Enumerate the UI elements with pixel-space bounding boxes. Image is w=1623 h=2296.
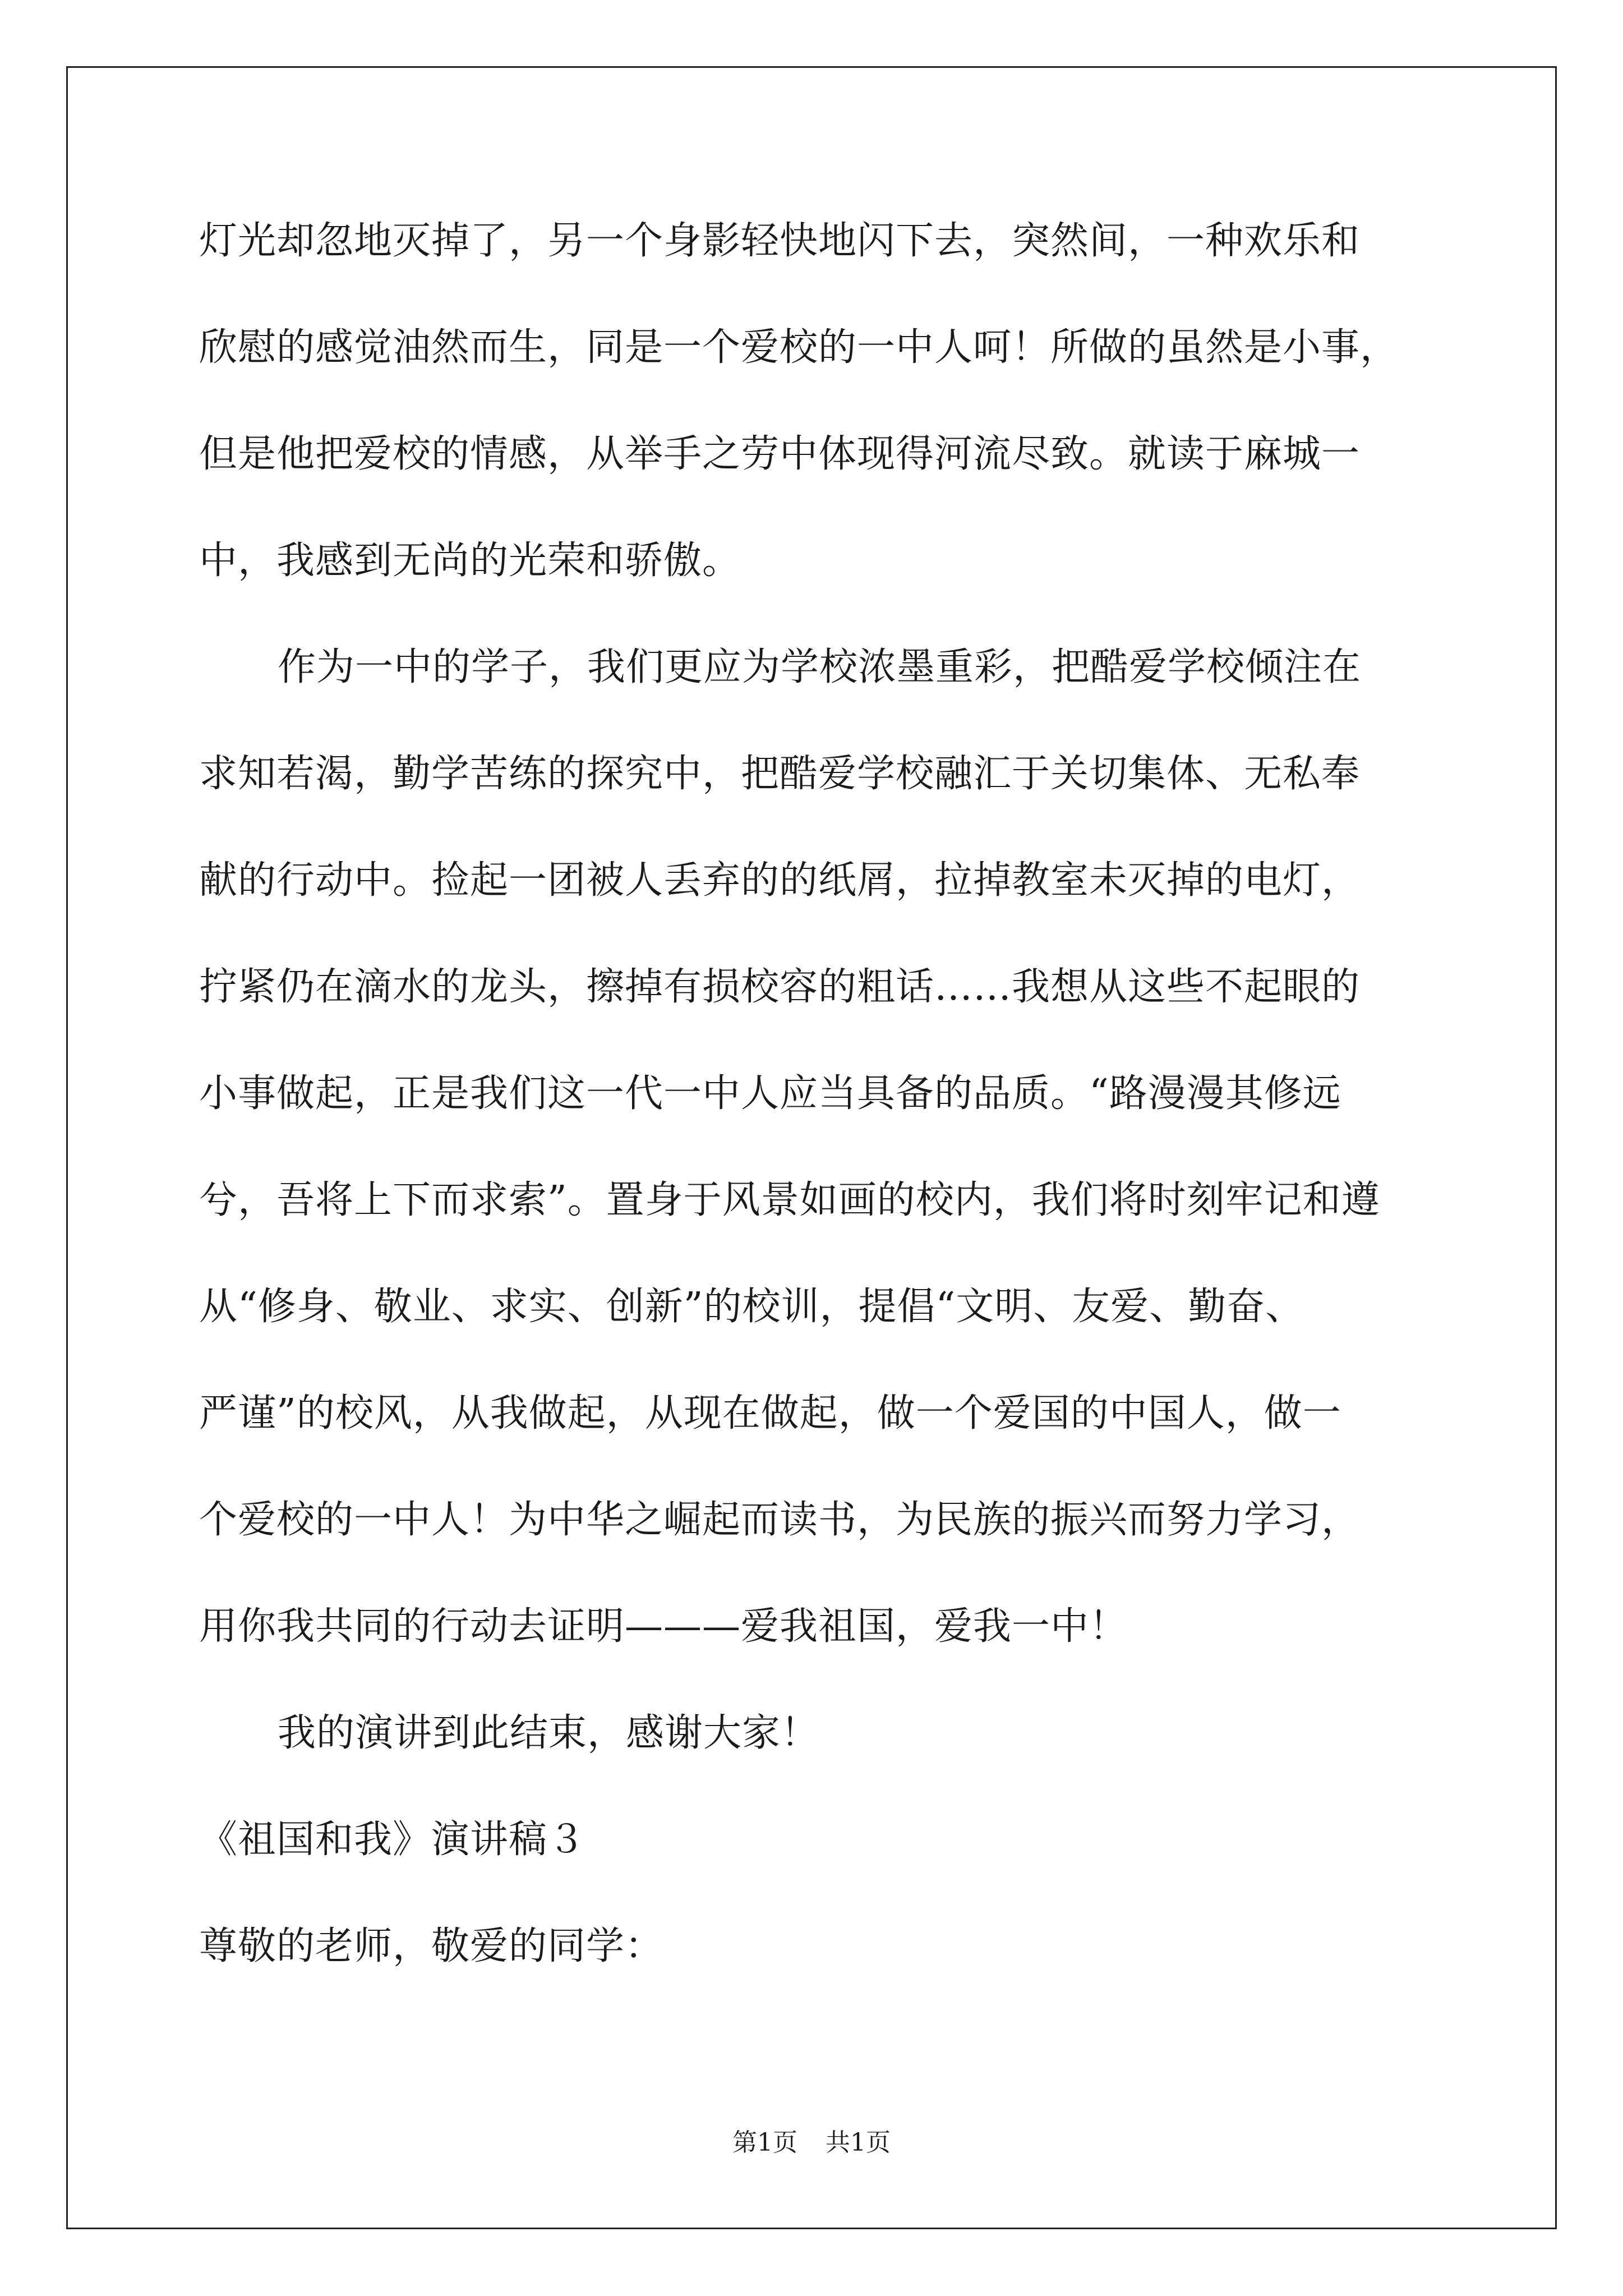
paragraph-line: 从“修身、敬业、求实、创新”的校训，提倡“文明、友爱、勤奋、	[199, 1285, 1304, 1329]
paragraph-line: 求知若渴，勤学苦练的探究中，把酷爱学校融汇于关切集体、无私奉	[199, 752, 1361, 796]
document-body	[199, 213, 1438, 2025]
paragraph-line: 小事做起，正是我们这一代一中人应当具备的品质。“路漫漫其修远	[199, 1071, 1341, 1116]
paragraph-line: 兮，吾将上下而求索”。置身于风景如画的校内，我们将时刻牢记和遵	[199, 1178, 1380, 1222]
paragraph-line: 中，我感到无尚的光荣和骄傲。	[199, 539, 741, 583]
page-footer	[0, 2126, 1623, 2160]
paragraph-line: 个爱校的一中人！为中华之崛起而读书，为民族的振兴而努力学习，	[199, 1498, 1361, 1542]
page-number: 第1页	[732, 2128, 797, 2157]
paragraph-line: 但是他把爱校的情感，从举手之劳中体现得河流尽致。就读于麻城一	[199, 432, 1361, 476]
paragraph-line: 灯光却忽地灭掉了，另一个身影轻快地闪下去，突然间，一种欢乐和	[199, 219, 1361, 263]
page-total: 共1页	[826, 2128, 891, 2157]
section-title: 《祖国和我》演讲稿３	[199, 1818, 587, 1862]
salutation-line: 尊敬的老师，敬爱的同学：	[199, 1924, 664, 1968]
paragraph-line: 欣慰的感觉油然而生，同是一个爱校的一中人呵！所做的虽然是小事，	[199, 325, 1399, 370]
paragraph-line: 严谨”的校风，从我做起，从现在做起，做一个爱国的中国人，做一	[199, 1391, 1341, 1435]
paragraph-line: 献的行动中。捡起一团被人丢弃的的纸屑，拉掉教室未灭掉的电灯，	[199, 858, 1361, 903]
closing-line: 我的演讲到此结束，感谢大家！	[278, 1711, 820, 1755]
paragraph-line: 作为一中的学子，我们更应为学校浓墨重彩，把酷爱学校倾注在	[278, 645, 1362, 689]
paragraph-line: 用你我共同的行动去证明———爱我祖国，爱我一中！	[199, 1604, 1128, 1649]
paragraph-line: 拧紧仍在滴水的龙头，擦掉有损校容的粗话……我想从这些不起眼的	[199, 965, 1361, 1009]
